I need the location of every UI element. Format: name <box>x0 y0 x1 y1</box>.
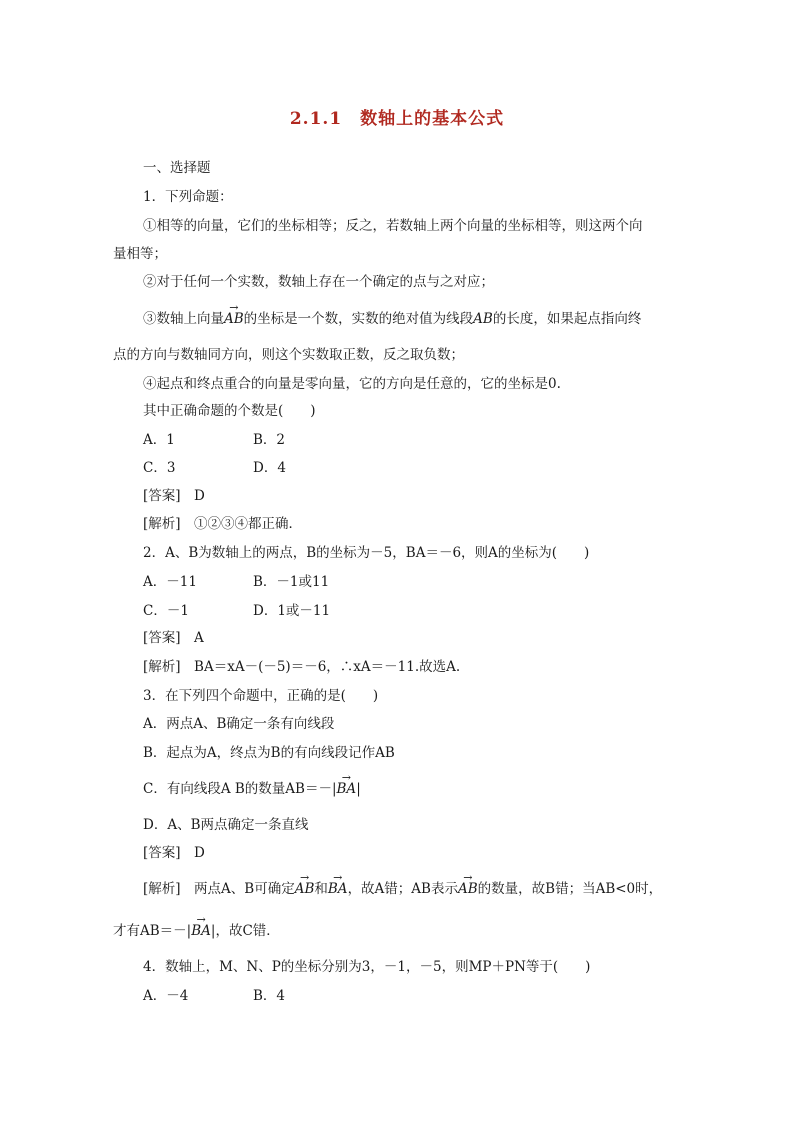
q1-question: 其中正确命题的个数是( ) <box>143 403 316 419</box>
q2-option-b: B．－1或11 <box>253 574 330 590</box>
segment-ab: AB <box>473 311 493 327</box>
vector-ab: → AB <box>458 879 478 899</box>
q2-stem: 2．A、B为数轴上的两点，B的坐标为－5，BA＝－6，则A的坐标为( ) <box>143 545 590 561</box>
text: 才有AB＝－| <box>113 923 192 939</box>
text: [解析] 两点A、B可确定 <box>143 881 295 897</box>
q3-option-a: A．两点A、B确定一条有向线段 <box>143 716 335 732</box>
vector-ba: → BA <box>328 879 348 899</box>
vector-ab: → AB <box>224 309 244 329</box>
q4-option-a: A．－4 <box>143 988 189 1004</box>
q1-proposition-1b: 量相等； <box>113 246 167 262</box>
q1-proposition-2: ②对于任何一个实数，数轴上存在一个确定的点与之对应； <box>143 274 494 290</box>
q1-option-c: C．3 <box>143 460 176 476</box>
q1-proposition-3b: 点的方向与数轴同方向，则这个实数取正数，反之取负数； <box>113 347 464 363</box>
q1-proposition-4: ④起点和终点重合的向量是零向量，它的方向是任意的，它的坐标是0. <box>143 376 561 392</box>
page-title: 2.1.1 数轴上的基本公式 <box>289 109 505 129</box>
text: C．有向线段A B的数量AB＝－| <box>143 781 337 797</box>
section-heading: 一、选择题 <box>143 160 211 176</box>
q3-option-c <box>143 779 361 799</box>
text: ，故A错；AB表示 <box>347 881 458 897</box>
q1-option-d: D．4 <box>253 460 286 476</box>
q1-answer: [答案] D <box>143 488 205 504</box>
q2-answer: [答案] A <box>143 630 204 646</box>
q3-option-d: D．A、B两点确定一条直线 <box>143 817 309 833</box>
q3-analysis-a <box>143 879 662 899</box>
q1-option-a: A．1 <box>143 432 175 448</box>
text: 的长度，如果起点指向终 <box>492 311 642 327</box>
vector-ba: → BA <box>191 921 211 941</box>
q2-option-d: D．1或－11 <box>253 603 331 619</box>
q1-proposition-3a <box>143 309 641 329</box>
q2-analysis: [解析] BA＝xA－(－5)＝－6，∴xA＝－11.故选A. <box>143 659 461 675</box>
vector-ba: → BA <box>337 779 357 799</box>
text: | <box>356 781 361 797</box>
q4-option-b: B．4 <box>253 988 286 1004</box>
text: 的数量，故B错；当AB<0时， <box>477 881 663 897</box>
q1-option-b: B．2 <box>253 432 286 448</box>
q3-option-b: B．起点为A，终点为B的有向线段记作AB <box>143 745 395 761</box>
q4-stem: 4．数轴上，M、N、P的坐标分别为3，－1，－5，则MP＋PN等于( ) <box>143 959 591 975</box>
text: 和 <box>314 881 328 897</box>
q3-stem: 3．在下列四个命题中，正确的是( ) <box>143 688 379 704</box>
q2-option-a: A．－11 <box>143 574 197 590</box>
q3-analysis-b <box>113 921 280 941</box>
q3-answer: [答案] D <box>143 845 205 861</box>
q1-proposition-1a: ①相等的向量，它们的坐标相等；反之，若数轴上两个向量的坐标相等，则这两个向 <box>143 218 643 234</box>
text: ③数轴上向量 <box>143 311 224 327</box>
q1-stem: 1．下列命题： <box>143 189 233 205</box>
text: 的坐标是一个数，实数的绝对值为线段 <box>243 311 474 327</box>
text: |，故C错． <box>210 923 280 939</box>
vector-ab: → AB <box>295 879 315 899</box>
q1-analysis: [解析] ①②③④都正确． <box>143 516 303 532</box>
q2-option-c: C．－1 <box>143 603 189 619</box>
